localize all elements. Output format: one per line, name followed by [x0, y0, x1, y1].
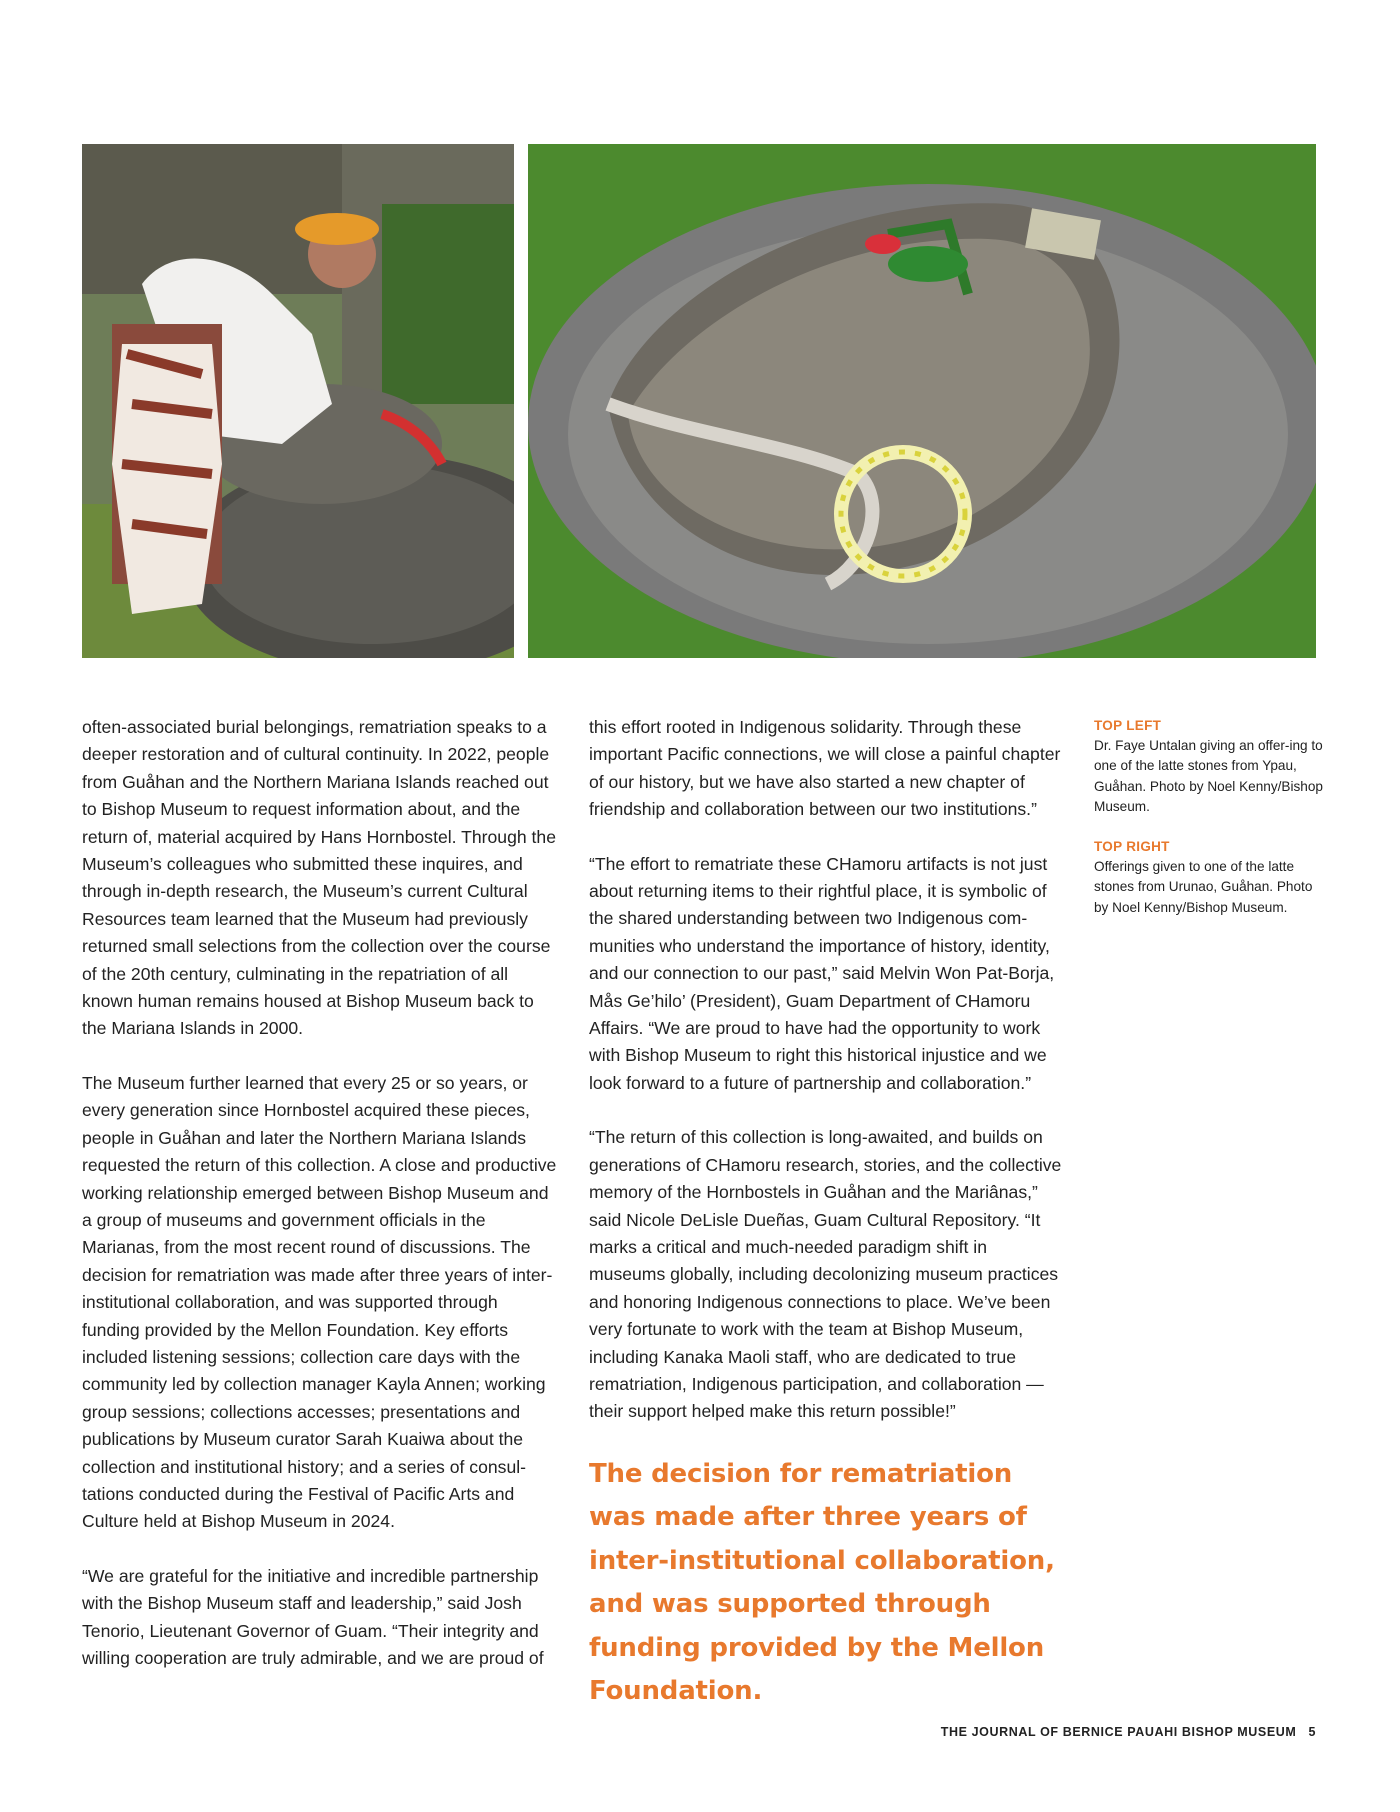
col1-paragraph-3: “We are grateful for the initiative and incredible partnership with the Bishop Museum staff and leadership,” said Josh Tenorio, Lieutenant Governor of Guam. “Their integrity and willing cooperation are truly admirable, and we are proud of [82, 1565, 544, 1668]
caption-top-right-heading: TOP RIGHT [1094, 839, 1170, 855]
photo-top-right-image [528, 144, 1316, 658]
body-column-2 [589, 714, 1067, 1714]
col2-paragraph-3: “The return of this collection is long-awaited, and builds on generations of CHamoru research, stories, and the collective memory of the Hornbostels in Guåhan and the Mariânas,” said Nicole DeLisle Dueñas, Guam Cultural Repository. “It marks a critical and much-needed paradigm shift in museums globally, including decolonizing museum practices and honoring Indigenous connections to place. We’ve been very fortunate to work with the team at Bishop Museum, including Kanaka Maoli staff, who are dedicated to true rematriation, Indigenous participation, and collaboration — their support helped make this return possible!” [589, 1127, 1062, 1422]
body-column-1 [82, 714, 560, 1699]
pull-quote: The decision for rematriation was made after three years of inter-institutional collaboration, and was supported through funding provided by the Mellon Foundation. [589, 1458, 1055, 1707]
page-number: 5 [1308, 1725, 1316, 1739]
photo-captions [1094, 718, 1324, 940]
col1-paragraph-1: often-associated burial belongings, rematriation speaks to a deeper restoration and of cultural continuity. In 2022, people from Guåhan and the Northern Mariana Islands reached out to Bishop Museum to request information about, and the return of, material acquired by Hans Hornbostel. Through the Museum’s colleagues who submitted these inquires, and through in-depth research, the Museum’s current Cultural Resources team learned that the Museum had previously returned small selections from the collection over the course of the 20th century, culminating in the repatriation of all known human remains housed at Bishop Museum back to the Mariana Islands in 2000. [82, 717, 556, 1039]
col1-paragraph-2: The Museum further learned that every 25 or so years, or every generation since Hornbostel acquired these pieces, people in Guåhan and later the Northern Mariana Islands requested the return of this collection. A close and productive working relationship emerged between Bishop Museum and a group of museums and government officials in the Marianas, from the most recent round of discussions. The decision for rematriation was made after three years of inter-institutional collaboration, and was supported through funding provided by the Mellon Foundation. Key efforts included listening sessions; collection care days with the community led by collection manager Kayla Annen; working group sessions; collections accesses; presentations and publications by Museum curator Sarah Kuaiwa about the collection and institutional history; and a series of consul-tations conducted during the Festival of Pacific Arts and Culture held at Bishop Museum in 2024. [82, 1072, 557, 1532]
caption-top-right-text: Offerings given to one of the latte stones from Urunao, Guåhan. Photo by Noel Kenny/Bishop Museum. [1094, 859, 1313, 915]
photo-top-right [528, 144, 1316, 658]
col2-paragraph-1: this effort rooted in Indigenous solidarity. Through these important Pacific connections, we will close a painful chapter of our history, but we have also started a new chapter of friendship and collaboration between our two institutions.” [589, 717, 1061, 820]
col2-paragraph-2: “The effort to rematriate these CHamoru artifacts is not just about returning items to their rightful place, it is symbolic of the shared understanding between two Indigenous com-munities who understand the importance of history, identity, and our connection to our past,” said Melvin Won Pat-Borja, Mås Ge’hilo’ (President), Guam Department of CHamoru Affairs. “We are proud to have had the opportunity to work with Bishop Museum to right this historical injustice and we look forward to a future of partnership and collaboration.” [589, 853, 1055, 1093]
photo-top-left [82, 144, 514, 658]
caption-top-left-text: Dr. Faye Untalan giving an offer-ing to one of the latte stones from Ypau, Guåhan. Photo by Noel Kenny/Bishop Museum. [1094, 738, 1323, 814]
photo-top-left-image [82, 144, 514, 658]
page-footer [941, 1725, 1316, 1739]
caption-top-left-heading: TOP LEFT [1094, 718, 1162, 733]
journal-title: THE JOURNAL OF BERNICE PAUAHI BISHOP MUSEUM [940, 1725, 1297, 1739]
